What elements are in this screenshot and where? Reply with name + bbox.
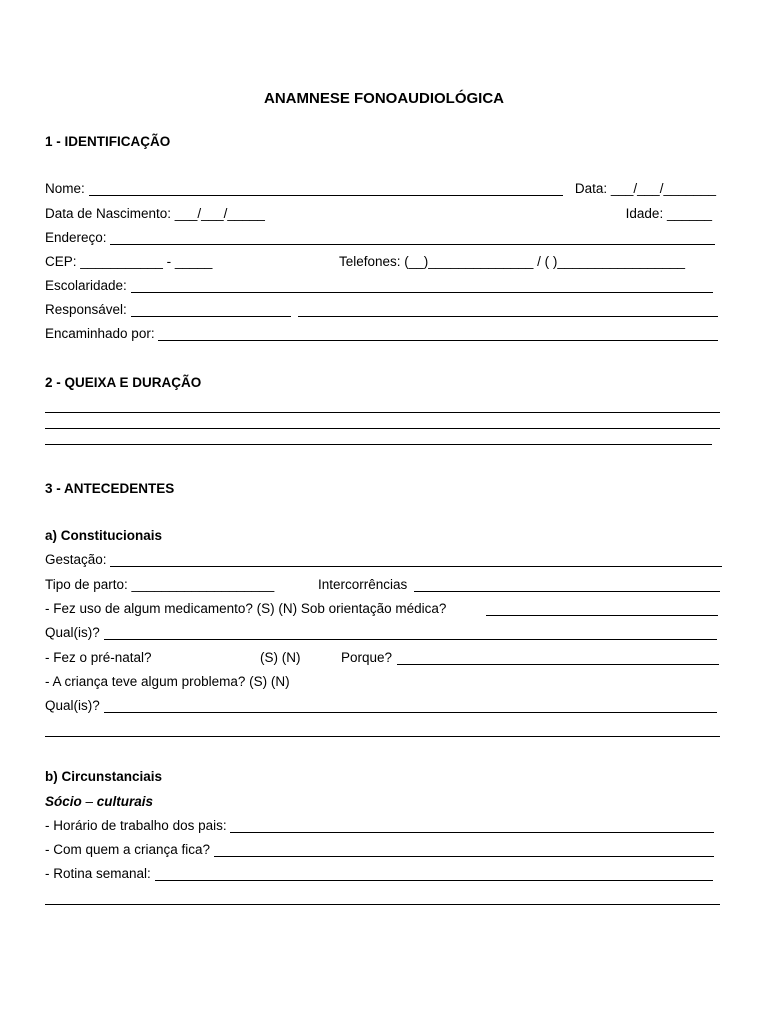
- idade-field[interactable]: Idade: ______: [625, 206, 712, 221]
- problema-label: - A criança teve algum problema? (S) (N): [45, 674, 290, 689]
- gestacao-label: Gestação:: [45, 552, 107, 567]
- quais-label-1: Qual(is)?: [45, 625, 100, 640]
- prenatal-options[interactable]: (S) (N): [260, 650, 301, 665]
- quais-field-1[interactable]: [104, 625, 717, 640]
- socio-label: Sócio: [45, 794, 82, 809]
- horario-row: [45, 817, 720, 835]
- nascimento-row: [45, 205, 720, 223]
- nome-label: Nome:: [45, 181, 85, 196]
- endereco-row: [45, 229, 720, 247]
- encaminhado-label: Encaminhado por:: [45, 326, 155, 341]
- quais-label-2: Qual(is)?: [45, 698, 100, 713]
- gestacao-field[interactable]: [110, 552, 722, 567]
- telefones-field[interactable]: Telefones: (__)______________ / ( )_________________: [339, 254, 686, 269]
- queixa-line-2[interactable]: [45, 428, 720, 429]
- quais-row-1: [45, 624, 720, 642]
- porque-label: Porque?: [341, 650, 393, 665]
- prenatal-label: - Fez o pré-natal?: [45, 650, 152, 665]
- section-heading-antecedentes: 3 - ANTECEDENTES: [45, 481, 175, 496]
- endereco-label: Endereço:: [45, 230, 107, 245]
- cep-field[interactable]: CEP: ___________ - _____: [45, 254, 213, 269]
- queixa-line-3[interactable]: [45, 444, 712, 445]
- parto-row: [45, 576, 720, 594]
- rotina-field[interactable]: [155, 866, 713, 881]
- page-title: ANAMNESE FONOAUDIOLÓGICA: [264, 90, 504, 107]
- section-heading-queixa: 2 - QUEIXA E DURAÇÃO: [45, 375, 202, 390]
- quais-row-2: [45, 697, 720, 715]
- cep-row: [45, 253, 720, 271]
- subheading-socio-culturais: [45, 793, 720, 811]
- subheading-circunstanciais: b) Circunstanciais: [45, 769, 163, 784]
- com-quem-field[interactable]: [214, 842, 714, 857]
- encaminhado-field[interactable]: [158, 326, 718, 341]
- porque-field[interactable]: [397, 650, 719, 665]
- subheading-constitucionais: a) Constitucionais: [45, 528, 163, 543]
- rotina-row: [45, 865, 720, 883]
- nome-field[interactable]: [89, 181, 563, 196]
- quais-field-2[interactable]: [104, 698, 717, 713]
- responsavel-field-2[interactable]: [298, 302, 718, 317]
- intercorrencias-field[interactable]: [414, 577, 720, 592]
- encaminhado-row: [45, 325, 720, 343]
- problema-row: [45, 673, 720, 691]
- orientacao-field[interactable]: [486, 601, 718, 616]
- responsavel-label: Responsável:: [45, 302, 127, 317]
- intercorrencias-label: Intercorrências: [318, 577, 408, 592]
- com-quem-row: [45, 841, 720, 859]
- responsavel-field-1[interactable]: [131, 302, 291, 317]
- responsavel-row: [45, 301, 720, 319]
- escolaridade-row: [45, 277, 720, 295]
- queixa-line-1[interactable]: [45, 412, 720, 413]
- data-field[interactable]: Data: ___/___/_______: [574, 181, 716, 196]
- circunstanciais-extra-line[interactable]: [45, 904, 720, 905]
- constitucionais-extra-line[interactable]: [45, 736, 720, 737]
- section-heading-identificacao: 1 - IDENTIFICAÇÃO: [45, 134, 171, 149]
- socio-separator: –: [81, 794, 97, 809]
- rotina-label: - Rotina semanal:: [45, 866, 151, 881]
- escolaridade-field[interactable]: [131, 278, 713, 293]
- nascimento-field[interactable]: Data de Nascimento: ___/___/_____: [45, 206, 265, 221]
- medicamento-row: [45, 600, 720, 618]
- tipo-parto-field[interactable]: Tipo de parto: ___________________: [45, 577, 275, 592]
- horario-field[interactable]: [230, 818, 714, 833]
- medicamento-label: - Fez uso de algum medicamento? (S) (N) Sob orientação médica?: [45, 601, 447, 616]
- prenatal-row: [45, 649, 720, 667]
- culturais-label: culturais: [96, 794, 154, 809]
- endereco-field[interactable]: [110, 230, 715, 245]
- nome-row: [45, 180, 720, 198]
- escolaridade-label: Escolaridade:: [45, 278, 127, 293]
- com-quem-label: - Com quem a criança fica?: [45, 842, 211, 857]
- horario-label: - Horário de trabalho dos pais:: [45, 818, 227, 833]
- gestacao-row: [45, 551, 722, 569]
